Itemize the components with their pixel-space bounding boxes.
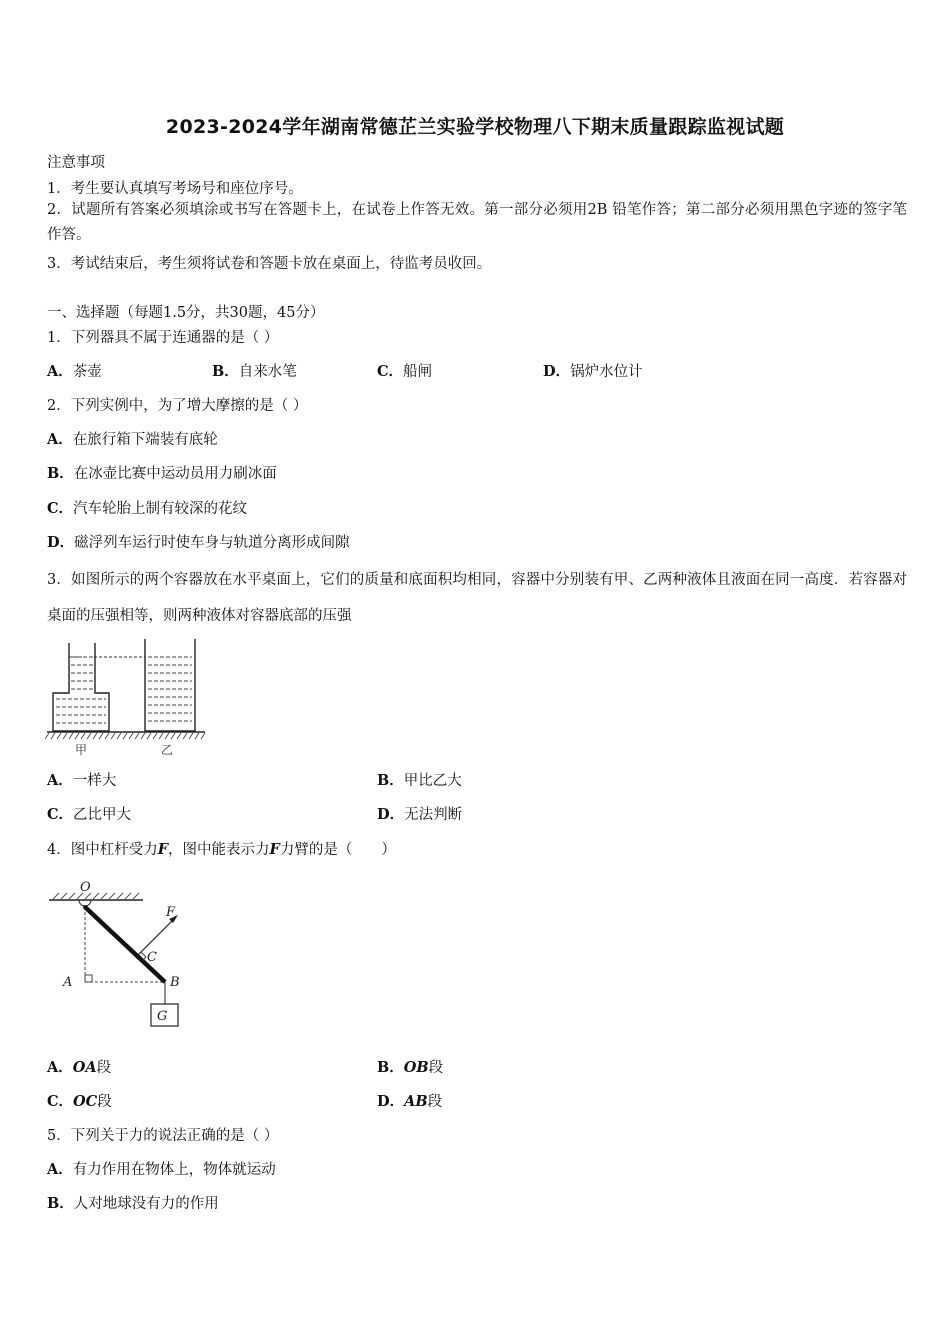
section-heading: 一、选择题（每题1.5分，共30题，45分） <box>47 305 325 321</box>
notice-item-2: 2．试题所有答案必须填涂或书写在答题卡上，在试卷上作答无效。第一部分必须用2B 铅笔作答；第二部分必须用黑色字迹的签字笔作答。 <box>47 202 907 243</box>
q1-option-a[interactable] <box>47 360 102 381</box>
notice-item-3: 3．考试结束后，考生须将试卷和答题卡放在桌面上，待监考员收回。 <box>47 256 492 272</box>
option-text: 自来水笔 <box>238 364 297 380</box>
option-text: 茶壶 <box>72 364 102 380</box>
option-suffix: 段 <box>427 1094 443 1110</box>
option-letter: C． <box>47 1093 74 1110</box>
label-c: C <box>147 950 157 965</box>
q2-option-d[interactable] <box>47 531 350 552</box>
table-hatching <box>45 733 205 739</box>
option-letter: A． <box>47 431 73 448</box>
option-text: 人对地球没有力的作用 <box>73 1196 219 1212</box>
q3-option-d[interactable] <box>377 803 462 824</box>
ceiling-hatching <box>53 893 139 899</box>
q4-stem <box>47 838 396 859</box>
option-letter: B． <box>377 772 404 789</box>
notice-item-1: 1．考生要认真填写考场号和座位序号。 <box>47 181 303 197</box>
q3-option-a[interactable] <box>47 769 116 790</box>
container-jia <box>53 643 109 731</box>
option-letter: A． <box>47 1161 73 1178</box>
option-text: 船闸 <box>403 364 433 380</box>
label-yi: 乙 <box>161 743 174 757</box>
liquid-yi <box>148 657 192 721</box>
q2-option-b[interactable] <box>47 462 277 483</box>
option-letter: A． <box>47 363 73 380</box>
option-suffix: 段 <box>96 1060 112 1076</box>
option-letter: B． <box>47 1195 74 1212</box>
option-letter: B． <box>377 1059 404 1076</box>
q4-stem-force: F <box>157 841 169 858</box>
right-angle-a <box>85 975 92 982</box>
option-letter: D． <box>377 806 405 823</box>
option-segment: OC <box>73 1093 98 1110</box>
q3-stem: 3．如图所示的两个容器放在水平桌面上，它们的质量和底面积均相同，容器中分别装有甲、乙两种液体且液面在同一高度．若容器对桌面的压强相等，则两种液体对容器底部的压强 <box>47 572 907 624</box>
option-letter: B． <box>47 465 74 482</box>
q3-option-c[interactable] <box>47 803 131 824</box>
q4-option-b[interactable] <box>377 1056 443 1077</box>
label-g: G <box>157 1009 168 1024</box>
label-b: B <box>170 975 180 990</box>
option-text: 锅炉水位计 <box>570 364 643 380</box>
option-suffix: 段 <box>428 1060 444 1076</box>
q4-stem-part: 4．图中杠杆受力 <box>47 842 158 858</box>
q1-option-b[interactable] <box>212 360 297 381</box>
q2-option-a[interactable] <box>47 428 218 449</box>
option-segment: OA <box>72 1059 97 1076</box>
option-letter: A． <box>47 772 73 789</box>
option-text: 在冰壶比赛中运动员用力刷冰面 <box>73 466 277 482</box>
option-text: 乙比甲大 <box>73 807 132 823</box>
option-letter: C． <box>47 806 74 823</box>
q3-containers-figure <box>45 635 210 757</box>
option-text: 在旅行箱下端装有底轮 <box>72 432 218 448</box>
q5-stem: 5．下列关于力的说法正确的是（ ） <box>47 1128 279 1144</box>
container-yi <box>145 639 195 731</box>
q4-option-d[interactable] <box>377 1090 442 1111</box>
q4-lever-figure <box>45 874 195 1034</box>
label-jia: 甲 <box>75 743 88 757</box>
option-text: 甲比乙大 <box>403 773 462 789</box>
option-letter: C． <box>377 363 404 380</box>
q2-stem: 2．下列实例中，为了增大摩擦的是（ ） <box>47 398 308 414</box>
q4-stem-part: ，图中能表示力 <box>168 842 270 858</box>
option-suffix: 段 <box>97 1094 112 1110</box>
option-segment: OB <box>403 1059 429 1076</box>
q4-stem-part: 力臂的是（ ） <box>279 842 396 858</box>
option-letter: D． <box>543 363 571 380</box>
option-letter: D． <box>377 1093 405 1110</box>
q5-option-b[interactable] <box>47 1192 219 1213</box>
option-segment: AB <box>404 1093 428 1110</box>
option-text: 磁浮列车运行时使车身与轨道分离形成间隙 <box>74 535 350 551</box>
label-f: F <box>166 905 176 920</box>
q5-option-a[interactable] <box>47 1158 276 1179</box>
option-text: 汽车轮胎上制有较深的花纹 <box>73 501 248 517</box>
liquid-jia <box>56 657 106 723</box>
label-a: A <box>63 975 73 990</box>
option-letter: B． <box>212 363 239 380</box>
option-letter: A． <box>47 1059 73 1076</box>
q4-option-c[interactable] <box>47 1090 112 1111</box>
option-text: 无法判断 <box>404 807 463 823</box>
q2-option-c[interactable] <box>47 497 247 518</box>
option-letter: C． <box>47 500 74 517</box>
option-letter: D． <box>47 534 75 551</box>
q4-option-a[interactable] <box>47 1056 111 1077</box>
lever-rod <box>85 907 165 982</box>
option-text: 一样大 <box>72 773 117 789</box>
q1-option-d[interactable] <box>543 360 643 381</box>
q1-stem: 1．下列器具不属于连通器的是（ ） <box>47 330 279 346</box>
option-text: 有力作用在物体上，物体就运动 <box>72 1162 276 1178</box>
q4-stem-force: F <box>269 841 280 858</box>
q1-option-c[interactable] <box>377 360 432 381</box>
label-o: O <box>80 880 91 895</box>
q3-option-b[interactable] <box>377 769 462 790</box>
page-title: 2023-2024学年湖南常德芷兰实验学校物理八下期末质量跟踪监视试题 <box>165 116 785 138</box>
notice-heading: 注意事项 <box>47 155 105 171</box>
